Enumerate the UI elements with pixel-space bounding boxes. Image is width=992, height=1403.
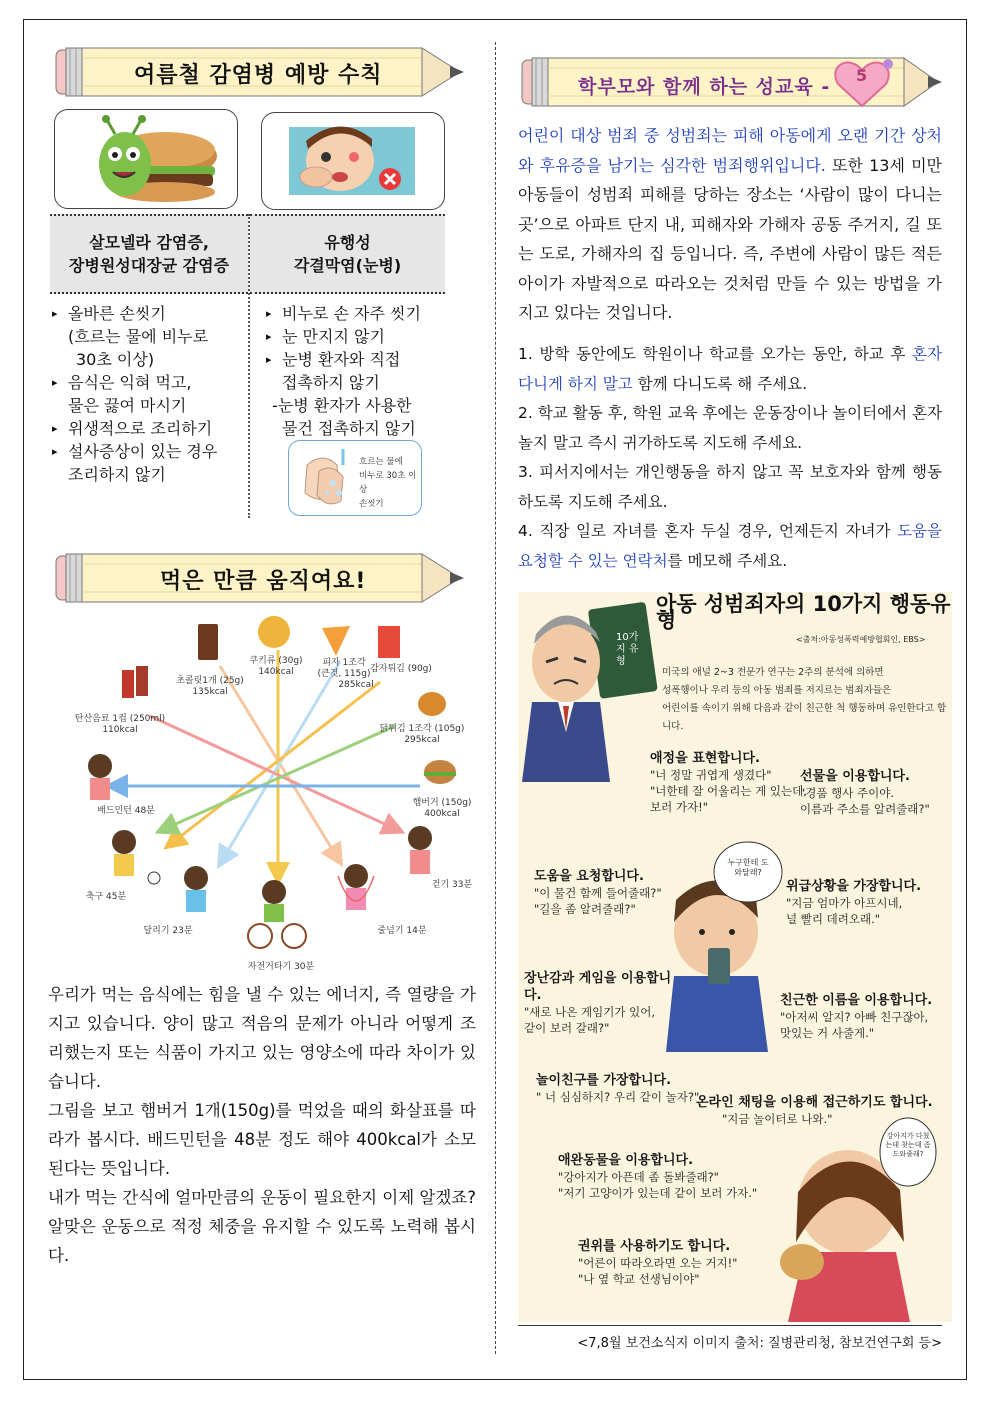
label-line: 295kcal	[404, 735, 440, 745]
type-line: "이 물건 함께 들어줄래?"	[534, 886, 662, 900]
intro-paragraph	[518, 121, 942, 328]
type-heading: 애완동물을 이용합니다.	[558, 1153, 694, 1168]
label-line: 탄산음료 1컵 (250ml)	[74, 714, 166, 724]
label-line: 쿠키류 (30g)	[249, 656, 303, 666]
list-item: 2. 학교 활동 후, 학원 교육 후에는 운동장이나 놀이터에서 혼자 놀지 말고 즉시 귀가하도록 지도해 주세요.	[518, 404, 942, 452]
list-item: 접촉하지 않기	[282, 373, 380, 392]
eye-infection-image	[261, 112, 445, 210]
poster-source: <출처:아동성폭력예방협회인, EBS>	[796, 635, 926, 644]
type-line: "지금 놀이터로 나와."	[722, 1112, 833, 1126]
speech-bubble-text-2: 강아지가 다쳤는데 찾는데 좀 도와줄래?	[885, 1132, 931, 1158]
safety-tips-list	[518, 340, 942, 576]
intro-highlight: 어린이 대상 범죄 중 성범죄는 피해 아동에게 오랜 기간 상처와 후유증을 남기는 심각한 범죄행위입니다.	[518, 126, 942, 175]
type-line: 맛있는 거 사줄게."	[780, 1026, 875, 1040]
label-running: 달리기 23분	[143, 926, 193, 936]
label-badminton: 배드민턴 48분	[97, 806, 155, 816]
type-heading: 장난감과 게임을 이용합니다.	[524, 971, 672, 1003]
type-item	[800, 768, 950, 817]
type-line: 같이 보러 갈래?"	[524, 1021, 610, 1035]
type-line: "너한테 잘 어울리는 게 있는데,	[650, 784, 807, 798]
fries-icon	[378, 626, 400, 658]
type-heading: 권위를 사용하기도 합니다.	[578, 1239, 731, 1254]
type-item	[524, 970, 684, 1036]
cookie-icon	[258, 616, 290, 648]
banner-exercise-title: 먹은 만큼 움직여요!	[160, 569, 367, 594]
type-item	[558, 1152, 778, 1201]
type-line: "어른이 따라오라면 오는 거지!"	[578, 1256, 738, 1270]
list-item: ▸ 설사증상이 있는 경우	[52, 440, 248, 463]
label-line: 감자튀김 (90g)	[370, 664, 432, 674]
label-walking: 걷기 33분	[431, 880, 473, 890]
type-heading: 친근한 이름을 이용합니다.	[780, 993, 933, 1008]
type-line: "새로 나온 게임기가 있어,	[524, 1005, 656, 1019]
label-chocolate	[170, 676, 250, 698]
list-item: ▸ 비누로 손 자주 씻기	[266, 302, 446, 325]
tip1-text-a: 1. 방학 동안에도 학원이나 학교를 오가는 동안, 하교 후	[518, 345, 913, 363]
type-item	[786, 878, 950, 927]
tip1-highlight: 혼자 다니게 하지 말고	[518, 345, 942, 393]
conjunctivitis-list	[266, 302, 446, 440]
salmonella-list	[52, 302, 248, 486]
label-cookie	[244, 656, 308, 678]
paragraph: 내가 먹는 간식에 얼마만큼의 운동이 필요한지 이제 알겠죠? 알맞은 운동으로 적정 체중을 유지할 수 있도록 노력해 봅시다.	[48, 1188, 477, 1265]
type-heading: 도움을 요청합니다.	[534, 869, 644, 884]
banner-sex-education-title: 학부모와 함께 하는 성교육 -	[578, 76, 831, 98]
type-line: "너 정말 귀엽게 생겼다"	[650, 768, 772, 782]
list-item: (흐르는 물에 비누로	[68, 327, 209, 346]
list-item: 물은 끓여 마시기	[68, 396, 187, 415]
type-item	[780, 992, 950, 1041]
tip4-text-b: 를 메모해 주세요.	[667, 551, 788, 570]
intro-line: 어린이를 속이기 위해 다음과 같이 친근한 척 행동하며 유인한다고 합니다.	[662, 703, 947, 732]
poster-intro	[662, 664, 952, 736]
badminton-person-icon	[88, 754, 112, 800]
tip1-text-b: 함께 다니도록 해 주세요.	[632, 374, 808, 393]
paragraph: 그림을 보고 햄버거 1개(150g)를 먹었을 때의 화살표를 따라가 봅시다. 배드민턴을 48분 정도 해야 400kcal가 소모된다는 뜻입니다.	[48, 1101, 476, 1178]
handwash-caption-line: 흐르는 물에	[359, 457, 403, 467]
list-item: ▸ 올바른 손씻기	[52, 302, 248, 325]
handwash-caption-line: 손씻기	[359, 499, 384, 509]
label-line: 110kcal	[102, 725, 138, 735]
type-heading: 위급상황을 가장합니다.	[786, 879, 922, 894]
label-burger	[412, 798, 472, 820]
tip4-highlight: 도움을 요청할 수 있는 연락처	[518, 522, 942, 570]
list-item: 30초 이상)	[76, 350, 155, 369]
table-header-conjunctivitis	[250, 214, 445, 294]
type-line: "저기 고양이가 있는데 같이 보러 가자."	[558, 1186, 758, 1200]
type-heading: 놀이친구를 가장합니다.	[536, 1073, 672, 1088]
type-item	[578, 1238, 778, 1287]
label-soda	[70, 714, 170, 736]
label-soccer: 축구 45분	[85, 892, 127, 902]
col2-title-line1: 유행성	[324, 232, 371, 252]
intro-line: 성폭행이나 우리 등의 아동 범죄를 저지르는 범죄자들은	[662, 685, 892, 696]
type-heading: 애정을 표현합니다.	[650, 751, 760, 766]
list-item: 3. 피서지에서는 개인행동을 하지 않고 꼭 보호자와 함께 행동하도록 지도해 주세요.	[518, 463, 942, 511]
running-person-icon	[184, 866, 208, 912]
pizza-icon	[322, 626, 350, 656]
label-line: 135kcal	[192, 687, 228, 697]
banner-number: 5	[856, 66, 869, 85]
label-cycling: 자전거타기 30분	[247, 962, 315, 972]
handwash-caption-line: 비누로 30초 이상	[359, 471, 417, 495]
list-item: 물건 접촉하지 않기	[282, 419, 416, 438]
list-item: 조리하지 않기	[68, 465, 166, 484]
type-item	[536, 1072, 706, 1105]
handwash-image	[288, 440, 422, 516]
type-line: "아저씨 알지? 아빠 친구잖아,	[780, 1010, 929, 1024]
label-line: 초콜릿1개 (25g)	[176, 676, 244, 686]
banner-infection	[50, 44, 470, 100]
type-line: "강아지가 아픈데 좀 돌봐줄래?"	[558, 1170, 719, 1184]
label-line: 140kcal	[258, 667, 294, 677]
list-item	[518, 340, 942, 399]
cycling-person-icon	[248, 880, 306, 948]
table-divider	[248, 214, 250, 518]
col1-title-line2: 장병원성대장균 감염증	[68, 256, 230, 275]
soda-icon	[122, 670, 134, 698]
walking-person-icon	[408, 826, 432, 874]
list-item: ▸ 위생적으로 조리하기	[52, 417, 248, 440]
type-item	[534, 868, 684, 917]
type-line: " 너 심심하지? 우리 같이 놀자?"	[536, 1090, 700, 1104]
soccer-person-icon	[112, 830, 160, 884]
type-item	[696, 1094, 950, 1127]
label-line: 피자 1조각	[322, 658, 366, 668]
col2-title-line2: 각결막염(눈병)	[293, 256, 402, 275]
type-line: "길을 좀 알려줄래?"	[534, 902, 636, 916]
list-item	[518, 517, 942, 576]
column-divider	[495, 42, 496, 1354]
type-line: 널 빨리 데려오래."	[786, 912, 881, 926]
banner-sex-education	[516, 52, 946, 108]
col1-title-line1: 살모넬라 감염증,	[89, 232, 209, 252]
jumprope-person-icon	[338, 864, 374, 910]
label-line: 400kcal	[424, 809, 460, 819]
label-line: 닭튀김 1조각 (105g)	[379, 724, 465, 734]
type-heading: 온라인 채팅을 이용해 접근하기도 합니다.	[696, 1095, 933, 1110]
banner-infection-title: 여름철 감염병 예방 수칙	[134, 63, 383, 88]
intro-text: 또한 13세 미만 아동들이 성범죄 피해를 당하는 장소는 ‘사람이 많이 다니는 곳’으로 아파트 단지 내, 피해자와 가해자 공동 주거지, 길 또는 도로, 가해자의 집 등입니다. 즉, 주변에 사람이 많든 적든 아이가 자발적으로 따라오는 것처럼 만들 수 있는 방법을 가지고 있다는 것입니다.	[518, 155, 942, 322]
speech-bubble-text: 누구한테 도와달래?	[727, 858, 769, 877]
offender-types-poster	[518, 592, 952, 1322]
type-line: 보러 가자!"	[650, 800, 708, 814]
label-line: 285kcal	[338, 680, 374, 690]
list-item: -눈병 환자가 사용한	[272, 396, 412, 415]
burger-germ-image	[54, 109, 238, 209]
type-heading: 선물을 이용합니다.	[800, 769, 910, 784]
image-source-caption: <7,8월 보건소식지 이미지 출처: 질병관리청, 참보건연구회 등>	[518, 1325, 942, 1351]
prevention-table	[50, 214, 445, 518]
tip4-text-a: 4. 직장 일로 자녀를 혼자 두실 경우, 언제든지 자녀가	[518, 522, 898, 540]
chicken-icon	[418, 692, 446, 716]
intro-line: 미국의 애널 2~3 전문가 연구는 2주의 분석에 의하면	[662, 667, 884, 678]
calorie-exercise-diagram	[50, 606, 480, 978]
type-line: "경품 행사 주이야.	[800, 786, 895, 800]
chocolate-icon	[198, 624, 218, 660]
label-line: 햄버거 (150g)	[412, 798, 472, 808]
type-line: "지금 엄마가 아프시네,	[786, 896, 903, 910]
list-item: ▸ 눈병 환자와 직접	[266, 348, 446, 371]
label-chicken	[376, 724, 468, 746]
poster-title: 아동 성범죄자의 10가지 행동유형	[656, 592, 951, 632]
exercise-text	[48, 980, 476, 1270]
label-fries	[366, 664, 436, 675]
type-line: 이름과 주소를 알려줄래?"	[800, 802, 930, 816]
table-header-salmonella	[50, 214, 248, 294]
label-jumprope: 줄넘기 14분	[377, 926, 427, 936]
paragraph: 우리가 먹는 음식에는 힘을 낼 수 있는 에너지, 즉 열량을 가지고 있습니다. 양이 많고 적음의 문제가 아니라 어떻게 조리했는지 또는 식품이 가지고 있는 영양소에 따라 차이가 있습니다.	[48, 985, 476, 1091]
type-line: "나 옆 학교 선생님이야"	[578, 1272, 700, 1286]
type-item	[650, 750, 810, 815]
chalkboard-text: 10가지 유형	[616, 632, 639, 667]
banner-exercise	[50, 550, 470, 606]
list-item: ▸ 눈 만지지 않기	[266, 325, 446, 348]
list-item: ▸ 음식은 익혀 먹고,	[52, 371, 248, 394]
label-line: (큰것, 115g)	[317, 669, 371, 679]
